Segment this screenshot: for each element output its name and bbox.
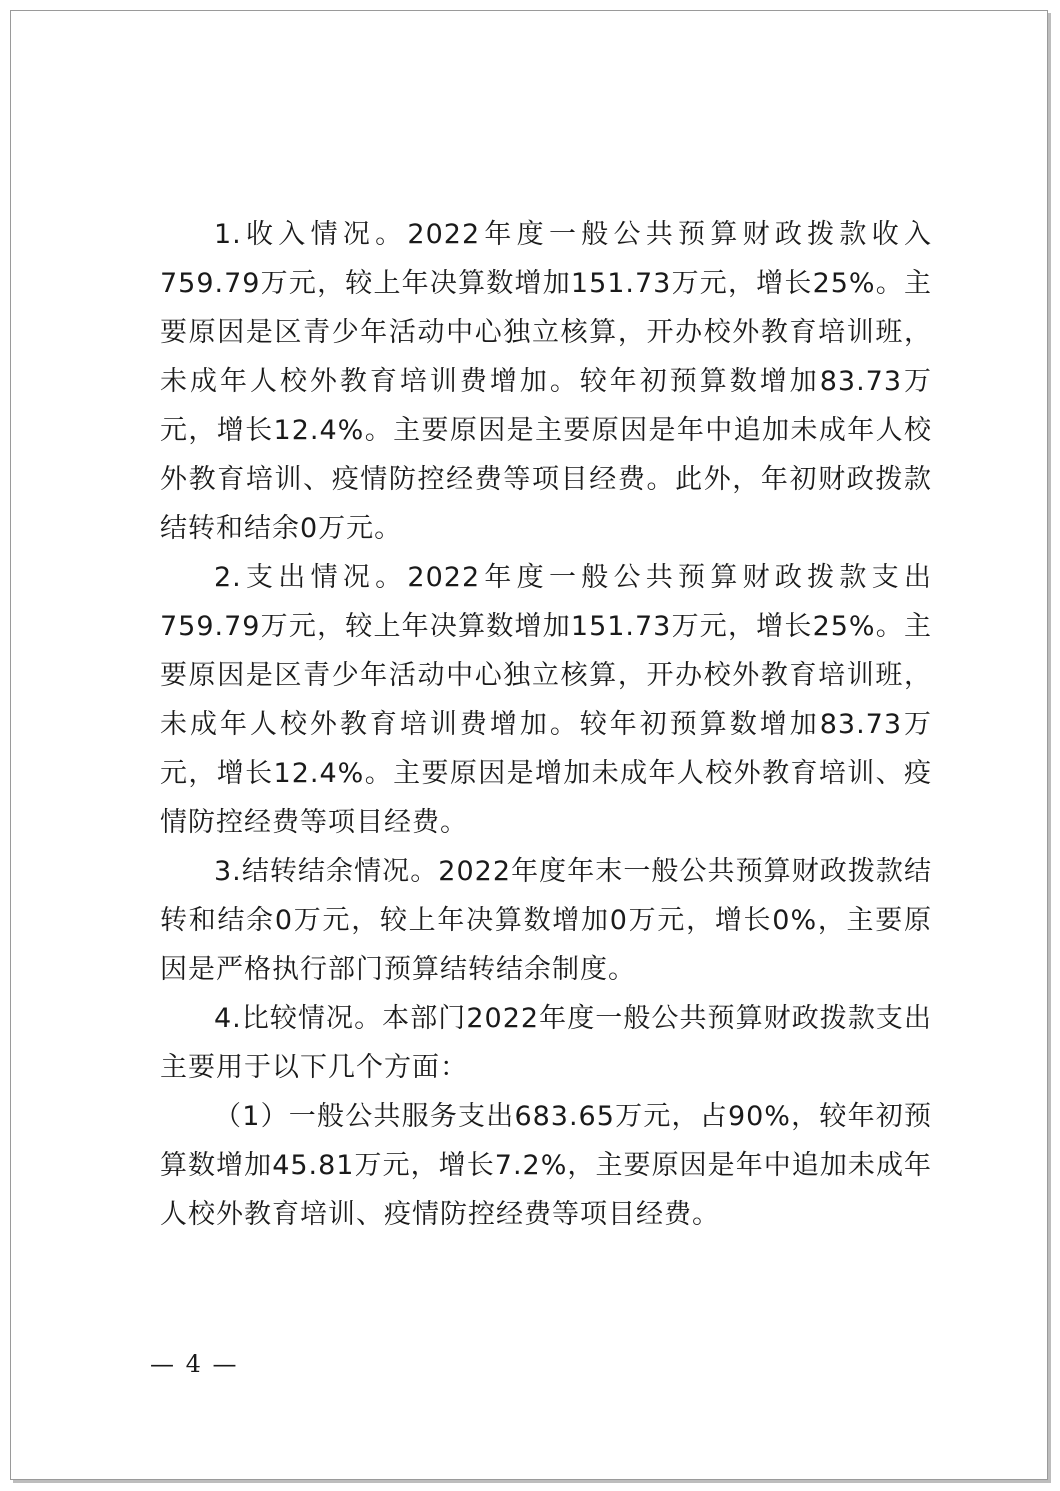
page-number: — 4 — — [150, 1350, 239, 1378]
paragraph-carryover: 3.结转结余情况。2022年度年末一般公共预算财政拨款结转和结余0万元，较上年决算数增加0万元，增长0%，主要原因是严格执行部门预算结转结余制度。 — [160, 856, 932, 985]
page — [10, 10, 1048, 1480]
document-body — [160, 210, 932, 1239]
paragraph-comparison: 4.比较情况。本部门2022年度一般公共预算财政拨款支出主要用于以下几个方面： — [160, 1003, 932, 1083]
paragraph-public-services: （1）一般公共服务支出683.65万元，占90%，较年初预算数增加45.81万元，增长7.2%，主要原因是年中追加未成年人校外教育培训、疫情防控经费等项目经费。 — [160, 1101, 932, 1230]
paragraph-income: 1.收入情况。2022年度一般公共预算财政拨款收入759.79万元，较上年决算数增加151.73万元，增长25%。主要原因是区青少年活动中心独立核算，开办校外教育培训班，未成年人校外教育培训费增加。较年初预算数增加83.73万元，增长12.4%。主要原因是主要原因是年中追加未成年人校外教育培训、疫情防控经费等项目经费。此外，年初财政拨款结转和结余0万元。 — [160, 219, 932, 544]
paragraph-expenditure: 2.支出情况。2022年度一般公共预算财政拨款支出759.79万元，较上年决算数增加151.73万元，增长25%。主要原因是区青少年活动中心独立核算，开办校外教育培训班，未成年人校外教育培训费增加。较年初预算数增加83.73万元，增长12.4%。主要原因是增加未成年人校外教育培训、疫情防控经费等项目经费。 — [160, 562, 932, 838]
